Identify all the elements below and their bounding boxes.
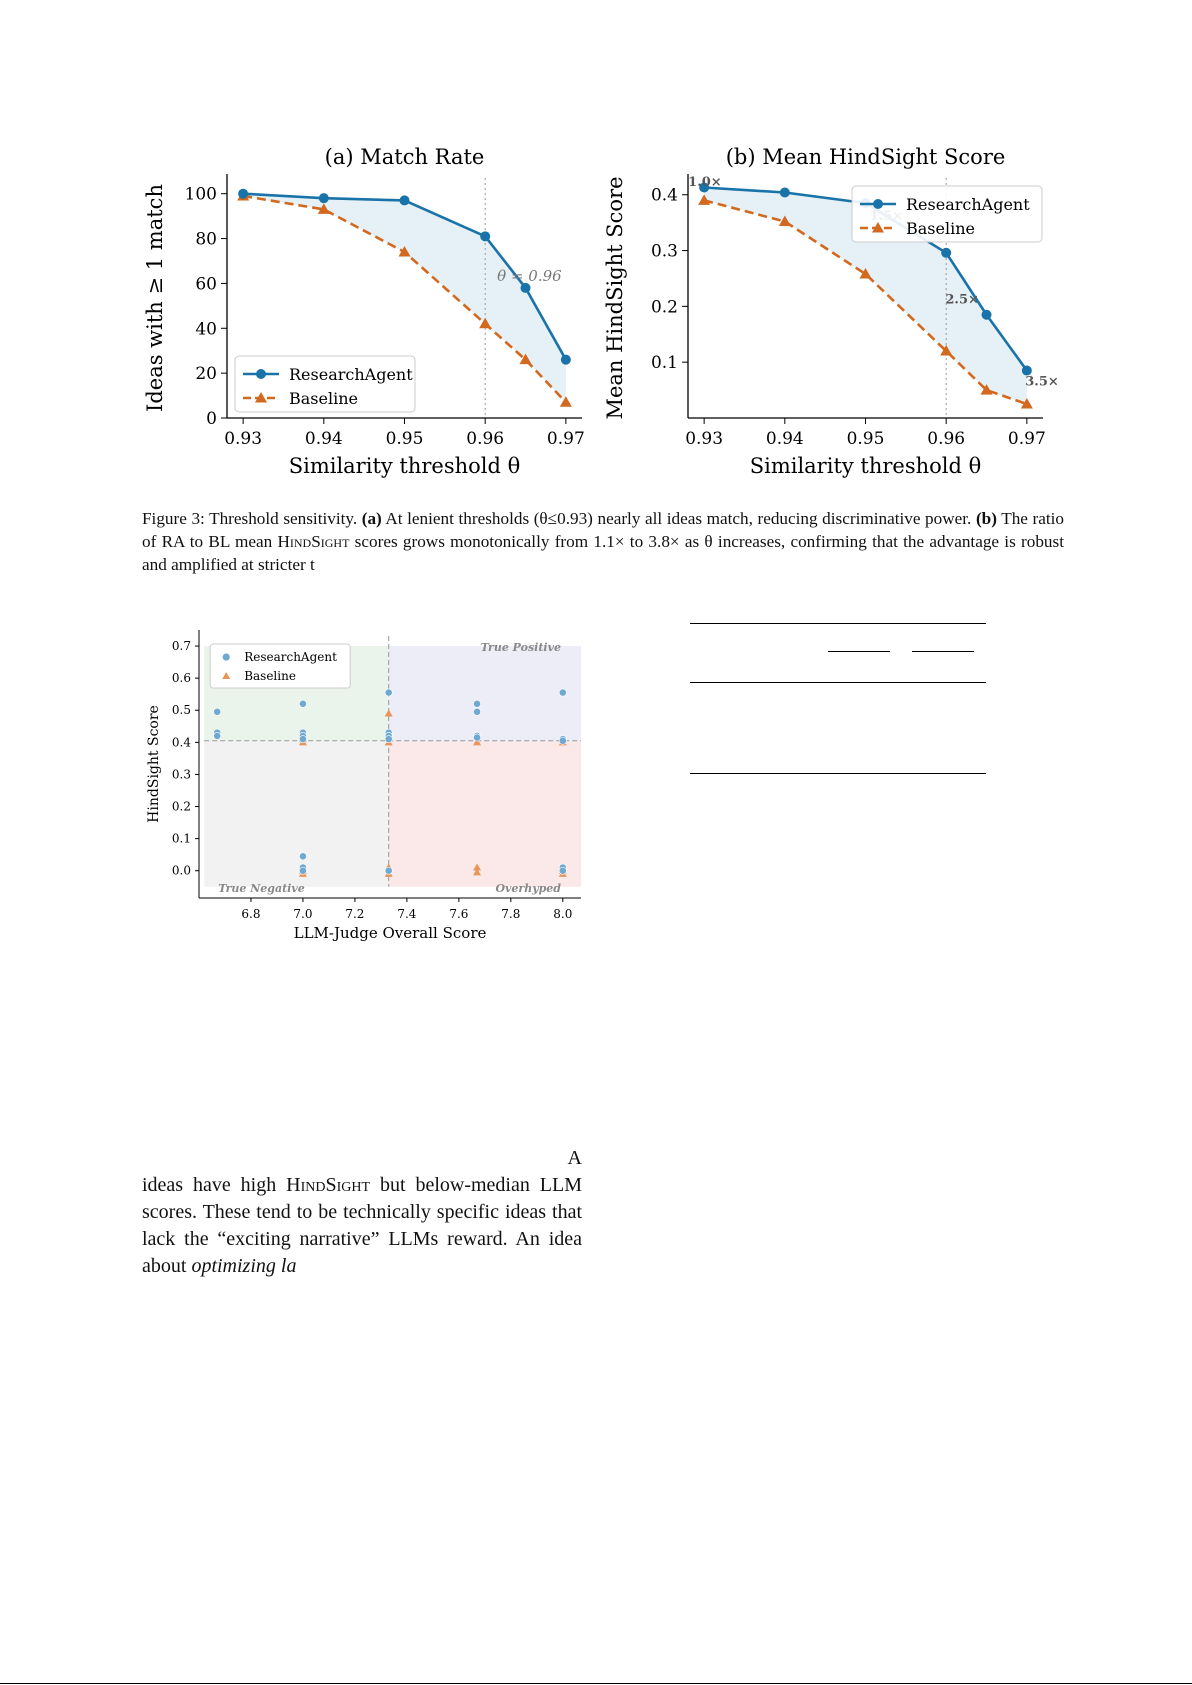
researchagent-point <box>559 867 566 874</box>
quadrant-label-true-negative: True Negative <box>218 881 305 895</box>
y-axis-label: Ideas with ≥ 1 match <box>143 184 167 412</box>
researchagent-point <box>319 193 329 203</box>
body-line1a: ideas have high <box>142 1174 287 1196</box>
researchagent-point <box>400 195 410 205</box>
legend-label: Baseline <box>289 389 358 408</box>
body-paragraph <box>142 1145 582 1280</box>
y-tick-label: 0.5 <box>171 703 191 718</box>
quadrant-label-overhyped: Overhyped <box>495 881 561 895</box>
y-tick-label: 20 <box>195 364 217 385</box>
researchagent-point <box>473 700 480 707</box>
caption-b-label: (b) <box>975 509 997 528</box>
researchagent-point <box>473 734 480 741</box>
y-tick-label: 0.7 <box>171 639 191 654</box>
researchagent-point <box>214 732 221 739</box>
researchagent-point <box>480 231 490 241</box>
y-tick-label: 0.2 <box>171 799 191 814</box>
legend-marker <box>873 199 883 209</box>
threshold-annotation: θ = 0.96 <box>497 267 562 286</box>
researchagent-point <box>561 355 571 365</box>
quadrant-scatter-chart <box>140 618 590 958</box>
y-axis-label: Mean HindSight Score <box>603 176 627 420</box>
body-hindsight: HindSight <box>286 1174 371 1196</box>
body-italic-tail: optimizing la <box>191 1255 297 1277</box>
table-bottom-rule <box>690 773 986 774</box>
y-tick-label: 0.3 <box>171 767 191 782</box>
researchagent-point <box>385 867 392 874</box>
y-tick-label: 80 <box>195 229 217 250</box>
x-tick-label: 0.94 <box>304 429 343 449</box>
x-tick-label: 0.97 <box>546 429 585 449</box>
y-tick-label: 40 <box>195 319 217 340</box>
table-mid-rule <box>690 682 986 683</box>
ratio-label: 3.5× <box>1025 374 1059 390</box>
x-tick-label: 0.93 <box>224 429 263 449</box>
quadrant-bottom-left <box>204 741 389 887</box>
figure-3-caption <box>142 507 1064 576</box>
y-axis-label: HindSight Score <box>146 705 162 823</box>
caption-a-text: At lenient thresholds (θ≤0.93) nearly all ideas match, reducing discriminative power. <box>381 509 976 528</box>
researchagent-point <box>238 189 248 199</box>
legend-label: Baseline <box>906 219 975 238</box>
table-cmid-rule-1 <box>828 651 890 652</box>
y-tick-label: 100 <box>184 184 217 205</box>
researchagent-point <box>982 310 992 320</box>
x-tick-label: 6.8 <box>241 907 261 921</box>
y-tick-label: 0 <box>206 409 217 429</box>
mean-hindsight-chart <box>600 138 1070 488</box>
x-tick-label: 0.96 <box>927 429 966 449</box>
x-tick-label: 0.96 <box>466 429 505 449</box>
x-tick-label: 0.95 <box>846 429 885 449</box>
researchagent-point <box>299 867 306 874</box>
quadrant-label-true-positive: True Positive <box>480 641 561 655</box>
x-tick-label: 7.8 <box>501 907 521 921</box>
ratio-label: 2.5× <box>945 292 979 308</box>
researchagent-point <box>299 736 306 743</box>
researchagent-point <box>780 188 790 198</box>
x-tick-label: 0.93 <box>685 429 724 449</box>
table-top-rule <box>690 623 986 624</box>
quadrant-top-right <box>389 646 581 741</box>
chart-title: (b) Mean HindSight Score <box>725 145 1006 169</box>
caption-b-text2: scores grows monotonically from 1.1× to 3.8× as θ increases, confirming that the advantage is robust and amplified at stricter t <box>142 532 1064 574</box>
caption-hindsight: HindSight <box>277 532 350 551</box>
x-tick-label: 8.0 <box>553 907 573 921</box>
researchagent-point <box>299 853 306 860</box>
x-tick-label: 0.95 <box>385 429 424 449</box>
table-cmid-rule-2 <box>912 651 974 652</box>
table-stub <box>690 623 986 783</box>
body-line1b: but below-median LLM scores. These tend to be technically specific ideas that lack the “exciting narrative” LLMs reward. An idea about <box>142 1174 582 1277</box>
researchagent-point <box>385 689 392 696</box>
y-tick-label: 0.1 <box>171 831 191 846</box>
researchagent-point <box>941 248 951 258</box>
legend-label: ResearchAgent <box>289 365 413 384</box>
y-tick-label: 0.0 <box>171 863 191 878</box>
legend-marker <box>223 653 230 660</box>
legend-marker <box>256 369 266 379</box>
ratio-label: 1.0× <box>688 174 722 190</box>
caption-b-text: The ratio of RA to BL mean <box>142 509 1064 551</box>
baseline-point <box>560 396 572 407</box>
legend-label: ResearchAgent <box>244 650 337 665</box>
x-axis-label: Similarity threshold θ <box>288 454 521 478</box>
y-tick-label: 60 <box>195 274 217 295</box>
caption-prefix: Figure 3: Threshold sensitivity. <box>142 509 362 528</box>
researchagent-point <box>559 689 566 696</box>
y-tick-label: 0.4 <box>650 185 678 206</box>
y-tick-label: 0.6 <box>171 671 191 686</box>
x-tick-label: 7.0 <box>293 907 313 921</box>
y-tick-label: 0.3 <box>650 241 678 262</box>
x-tick-label: 7.4 <box>397 907 417 921</box>
researchagent-point <box>299 700 306 707</box>
y-tick-label: 0.1 <box>650 353 678 374</box>
researchagent-point <box>214 708 221 715</box>
x-tick-label: 0.94 <box>765 429 804 449</box>
researchagent-point <box>385 736 392 743</box>
caption-a-label: (a) <box>361 509 382 528</box>
x-tick-label: 7.6 <box>449 907 469 921</box>
y-tick-label: 0.4 <box>171 735 191 750</box>
quadrant-bottom-right <box>389 741 581 887</box>
x-tick-label: 0.97 <box>1007 429 1046 449</box>
legend-label: ResearchAgent <box>906 195 1030 214</box>
legend-label: Baseline <box>244 669 296 684</box>
researchagent-point <box>473 708 480 715</box>
chart-title: (a) Match Rate <box>324 145 485 169</box>
x-axis-label: Similarity threshold θ <box>749 454 982 478</box>
researchagent-point <box>559 737 566 744</box>
y-tick-label: 0.2 <box>650 297 678 318</box>
match-rate-chart <box>140 138 600 488</box>
x-tick-label: 7.2 <box>345 907 365 921</box>
page-bottom-rule <box>0 1683 1192 1684</box>
x-axis-label: LLM-Judge Overall Score <box>293 924 487 942</box>
body-lead-letter: A <box>567 1147 582 1169</box>
